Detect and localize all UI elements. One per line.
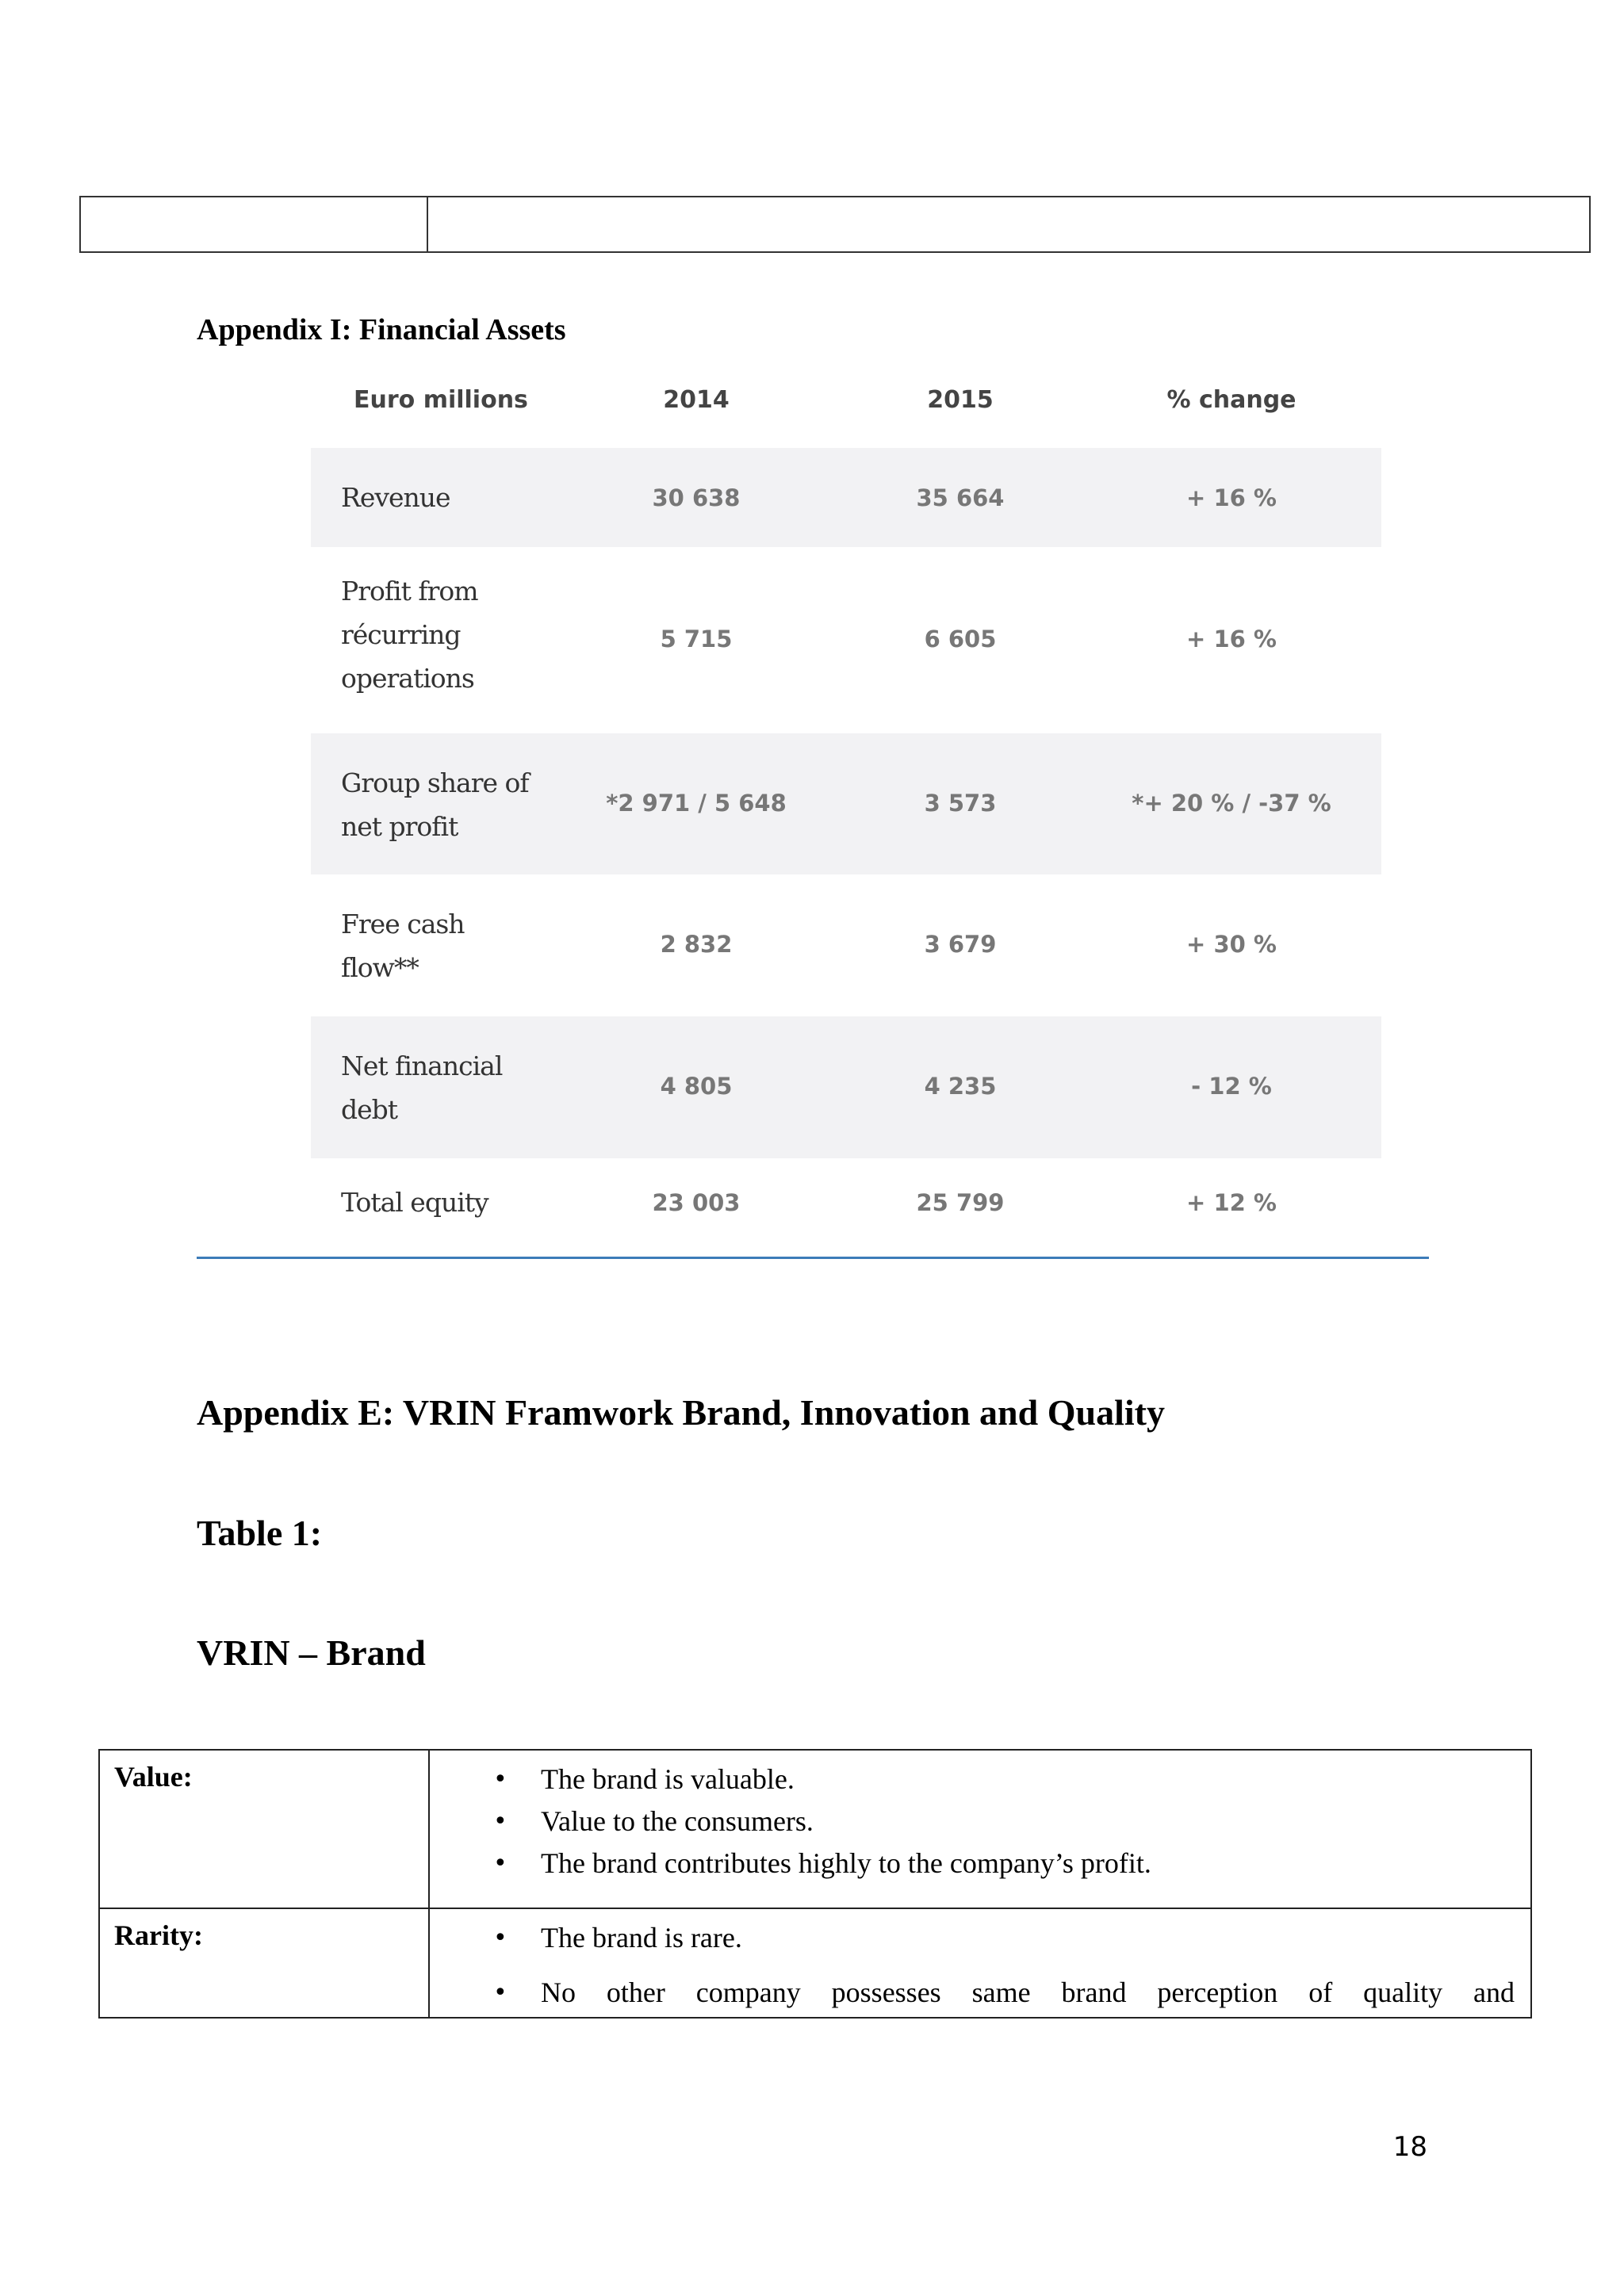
list-item: • The brand is rare. [493,1917,1515,1959]
table-cell [81,197,428,251]
table-label: Table 1: [197,1513,323,1553]
fin-header-2015: 2015 [927,386,994,414]
list-item: • Value to the consumers. [493,1800,1515,1843]
value-change: + 12 % [1186,1189,1277,1216]
value-change: - 12 % [1191,1073,1272,1100]
list-item: • The brand contributes highly to the company’s profit. [493,1843,1515,1885]
table-row [311,733,1381,874]
fin-header-euro-millions: Euro millions [354,386,528,414]
value-2015: 25 799 [916,1189,1005,1216]
value-2014: 23 003 [652,1189,741,1216]
value-2015: 3 573 [924,790,997,817]
criterion-label: Value: [99,1750,429,1908]
vrin-brand-subheading: VRIN – Brand [197,1632,426,1673]
row-label: Net financial debt [341,1050,503,1125]
value-change: *+ 20 % / -37 % [1132,790,1331,817]
appendix-i-heading: Appendix I: Financial Assets [197,313,566,346]
table-row [99,1750,1531,1908]
value-2014: 30 638 [652,484,741,511]
bullet-list [493,1917,1515,2014]
table-row [311,1016,1381,1158]
criterion-content [429,1750,1531,1908]
value-2015: 4 235 [924,1073,997,1100]
value-change: + 16 % [1186,626,1277,652]
table-row [99,1908,1531,2018]
row-label: Free cash flow** [341,909,465,983]
value-2015: 35 664 [916,484,1005,511]
list-item: • The brand is valuable. [493,1758,1515,1800]
value-2014: *2 971 / 5 648 [606,790,787,817]
previous-table-fragment [79,196,1591,253]
table-row [311,1158,1381,1257]
value-2014: 4 805 [660,1073,733,1100]
row-label: Group share of net profit [341,767,529,842]
row-label: Profit from récurring operations [341,576,478,694]
criterion-label: Rarity: [99,1908,429,2018]
value-2014: 5 715 [660,626,733,652]
table-row [311,874,1381,1016]
financial-assets-table [311,448,1381,1257]
vrin-brand-table [98,1749,1532,2019]
fin-header-change: % change [1166,386,1297,414]
list-item: • No other company possesses same brand perception of quality and [493,1972,1515,2014]
value-change: + 16 % [1186,484,1277,511]
appendix-e-heading: Appendix E: VRIN Framwork Brand, Innovation and Quality [197,1392,1165,1433]
section-divider [197,1257,1429,1259]
table-row [311,547,1381,733]
row-label: Revenue [341,482,450,513]
table-row [311,448,1381,547]
fin-header-2014: 2014 [663,386,730,414]
table-cell [428,197,1589,251]
value-2014: 2 832 [660,931,733,958]
bullet-list [493,1758,1515,1885]
page-number: 18 [1392,2131,1427,2163]
row-label: Total equity [341,1187,488,1218]
value-2015: 3 679 [924,931,997,958]
criterion-content [429,1908,1531,2018]
value-change: + 30 % [1186,931,1277,958]
value-2015: 6 605 [924,626,997,652]
